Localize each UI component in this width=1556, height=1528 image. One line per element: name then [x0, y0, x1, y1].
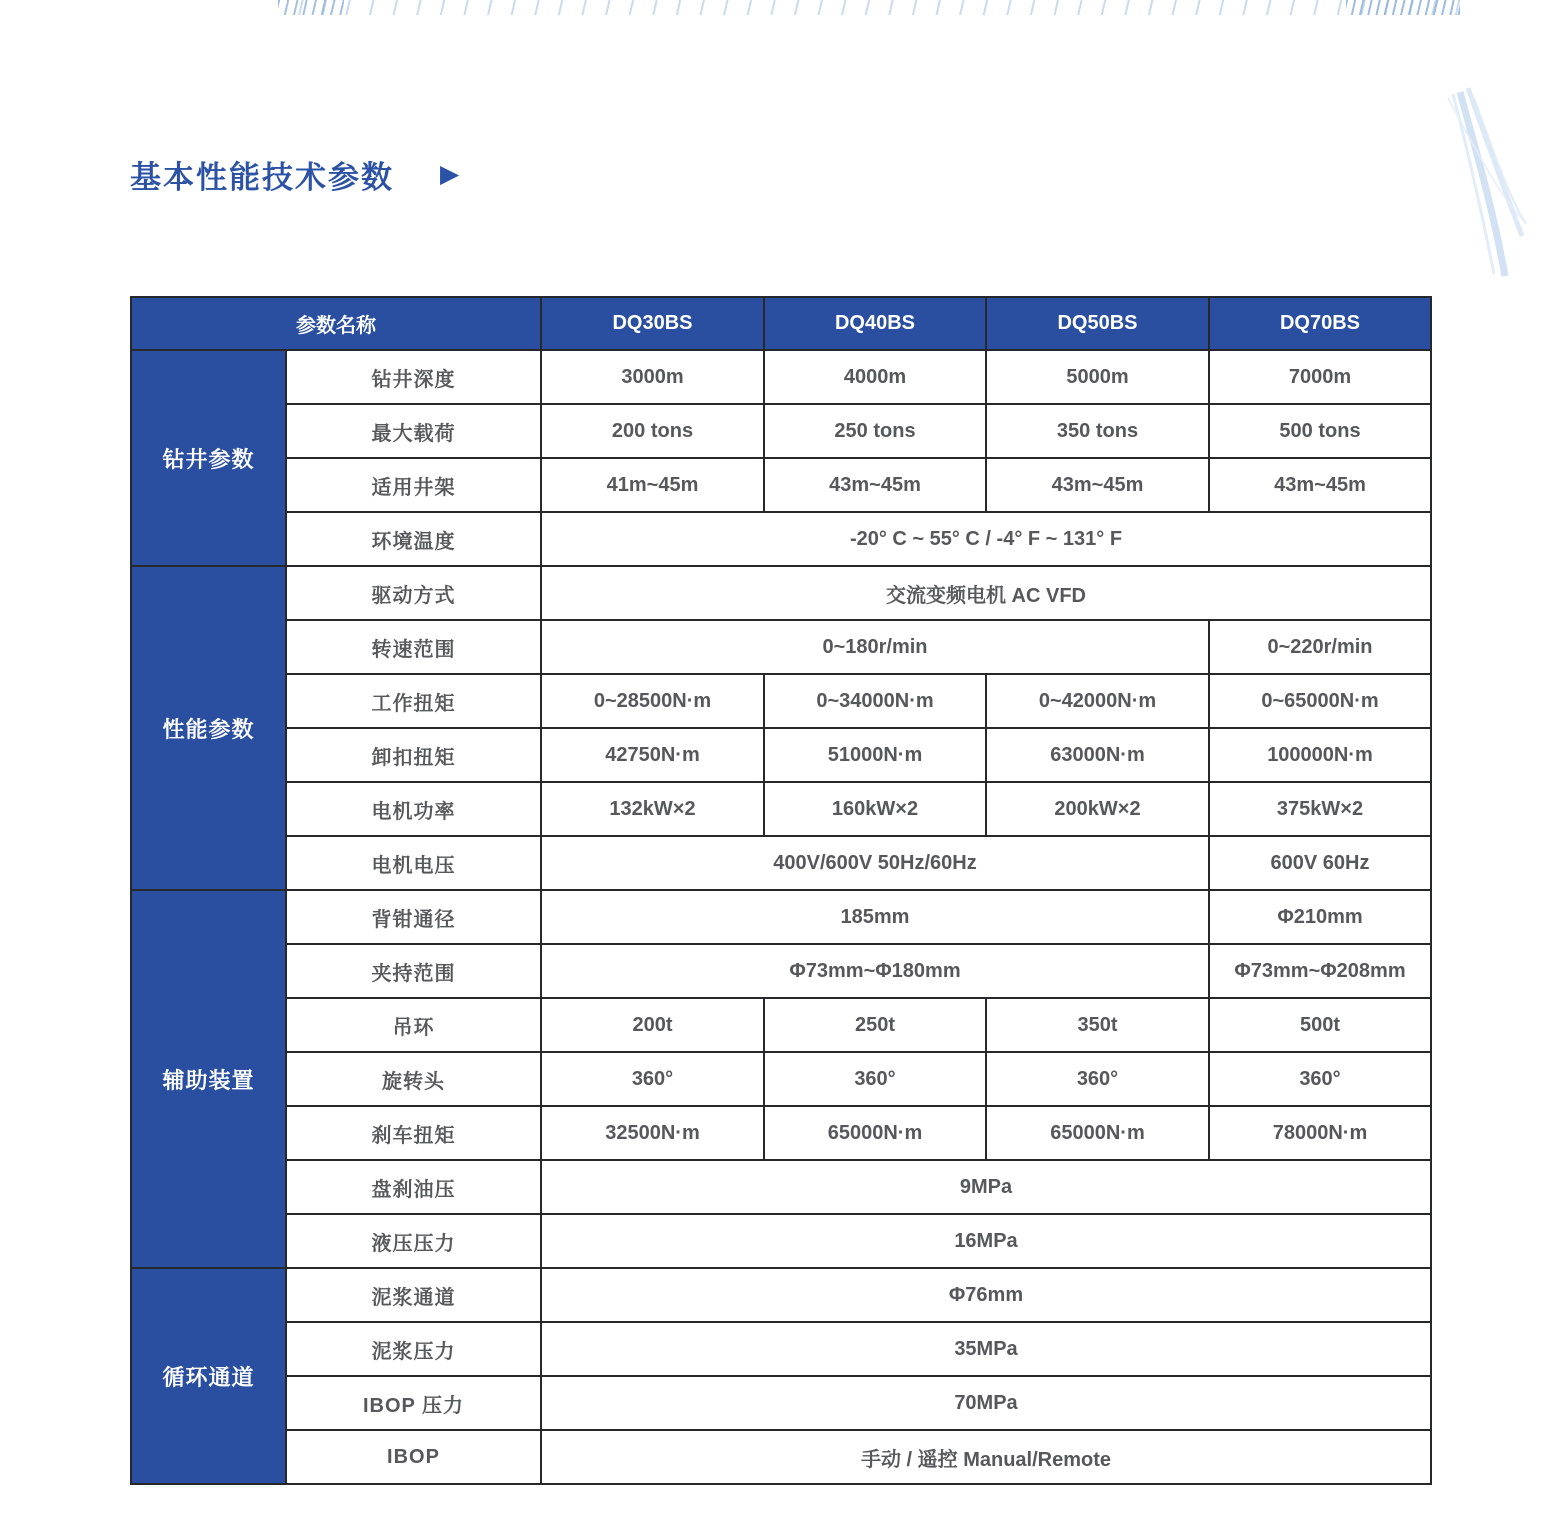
param-label-cell: 电机电压	[286, 836, 541, 890]
spec-table	[130, 296, 1432, 1485]
value-cell: 500t	[1209, 998, 1431, 1052]
value-cell: 360°	[986, 1052, 1209, 1106]
value-cell: 65000N·m	[986, 1106, 1209, 1160]
table-row	[131, 1052, 1431, 1106]
value-cell: 交流变频电机 AC VFD	[541, 566, 1431, 620]
param-label-cell: 驱动方式	[286, 566, 541, 620]
value-cell: 70MPa	[541, 1376, 1431, 1430]
table-row	[131, 1160, 1431, 1214]
value-cell: 0~42000N·m	[986, 674, 1209, 728]
table-row	[131, 458, 1431, 512]
table-row	[131, 1430, 1431, 1484]
table-row	[131, 890, 1431, 944]
header-model-dq30bs: DQ30BS	[541, 297, 764, 350]
table-row	[131, 1214, 1431, 1268]
table-row	[131, 998, 1431, 1052]
value-cell: 43m~45m	[1209, 458, 1431, 512]
table-row	[131, 620, 1431, 674]
value-cell: 0~34000N·m	[764, 674, 986, 728]
param-label-cell: 液压压力	[286, 1214, 541, 1268]
value-cell: Φ76mm	[541, 1268, 1431, 1322]
value-cell: 43m~45m	[986, 458, 1209, 512]
value-cell: 350t	[986, 998, 1209, 1052]
top-stripes-dense-right-decoration	[1346, 0, 1460, 15]
table-row	[131, 512, 1431, 566]
value-cell: 200 tons	[541, 404, 764, 458]
param-label-cell: 背钳通径	[286, 890, 541, 944]
value-cell: 78000N·m	[1209, 1106, 1431, 1160]
param-label-cell: 转速范围	[286, 620, 541, 674]
value-cell: Φ210mm	[1209, 890, 1431, 944]
value-cell: 7000m	[1209, 350, 1431, 404]
value-cell: 0~180r/min	[541, 620, 1209, 674]
value-cell: Φ73mm~Φ208mm	[1209, 944, 1431, 998]
section-header	[130, 152, 459, 197]
table-row	[131, 566, 1431, 620]
value-cell: 65000N·m	[764, 1106, 986, 1160]
value-cell: 5000m	[986, 350, 1209, 404]
value-cell: 0~220r/min	[1209, 620, 1431, 674]
value-cell: 360°	[764, 1052, 986, 1106]
table-row	[131, 728, 1431, 782]
table-row	[131, 1268, 1431, 1322]
table-row	[131, 1376, 1431, 1430]
param-label-cell: 钻井深度	[286, 350, 541, 404]
top-stripes-decoration	[278, 0, 1460, 15]
value-cell: -20° C ~ 55° C / -4° F ~ 131° F	[541, 512, 1431, 566]
spec-table-head	[131, 297, 1431, 350]
value-cell: 32500N·m	[541, 1106, 764, 1160]
value-cell: 360°	[541, 1052, 764, 1106]
param-label-cell: 电机功率	[286, 782, 541, 836]
param-label-cell: 旋转头	[286, 1052, 541, 1106]
value-cell: 500 tons	[1209, 404, 1431, 458]
value-cell: 100000N·m	[1209, 728, 1431, 782]
header-model-dq40bs: DQ40BS	[764, 297, 986, 350]
top-stripes-dense-left-decoration	[278, 0, 344, 15]
category-cell: 钻井参数	[131, 350, 286, 566]
value-cell: 手动 / 遥控 Manual/Remote	[541, 1430, 1431, 1484]
param-label-cell: 夹持范围	[286, 944, 541, 998]
value-cell: 9MPa	[541, 1160, 1431, 1214]
value-cell: 42750N·m	[541, 728, 764, 782]
value-cell: 375kW×2	[1209, 782, 1431, 836]
param-label-cell: 适用井架	[286, 458, 541, 512]
param-label-cell: 吊环	[286, 998, 541, 1052]
title-arrow-icon: ▶	[440, 160, 460, 188]
table-row	[131, 836, 1431, 890]
value-cell: 3000m	[541, 350, 764, 404]
table-row	[131, 404, 1431, 458]
param-label-cell: 最大载荷	[286, 404, 541, 458]
param-label-cell: 刹车扭矩	[286, 1106, 541, 1160]
value-cell: 4000m	[764, 350, 986, 404]
param-label-cell: 盘刹油压	[286, 1160, 541, 1214]
value-cell: 43m~45m	[764, 458, 986, 512]
param-label-cell: 卸扣扭矩	[286, 728, 541, 782]
param-label-cell: 环境温度	[286, 512, 541, 566]
value-cell: 35MPa	[541, 1322, 1431, 1376]
spec-table-body	[131, 350, 1431, 1484]
value-cell: 400V/600V 50Hz/60Hz	[541, 836, 1209, 890]
header-param-name: 参数名称	[131, 297, 541, 350]
corner-swoosh-decoration	[1408, 84, 1528, 284]
value-cell: 360°	[1209, 1052, 1431, 1106]
category-cell: 性能参数	[131, 566, 286, 890]
header-row	[131, 297, 1431, 350]
value-cell: 41m~45m	[541, 458, 764, 512]
param-label-cell: 泥浆压力	[286, 1322, 541, 1376]
value-cell: 600V 60Hz	[1209, 836, 1431, 890]
value-cell: 250t	[764, 998, 986, 1052]
value-cell: 200kW×2	[986, 782, 1209, 836]
value-cell: 0~65000N·m	[1209, 674, 1431, 728]
value-cell: 250 tons	[764, 404, 986, 458]
value-cell: 16MPa	[541, 1214, 1431, 1268]
value-cell: 63000N·m	[986, 728, 1209, 782]
param-label-cell: 泥浆通道	[286, 1268, 541, 1322]
table-row	[131, 1106, 1431, 1160]
param-label-cell: IBOP 压力	[286, 1376, 541, 1430]
param-label-cell: IBOP	[286, 1430, 541, 1484]
value-cell: 160kW×2	[764, 782, 986, 836]
value-cell: 350 tons	[986, 404, 1209, 458]
table-row	[131, 1322, 1431, 1376]
header-model-dq50bs: DQ50BS	[986, 297, 1209, 350]
header-model-dq70bs: DQ70BS	[1209, 297, 1431, 350]
value-cell: Φ73mm~Φ180mm	[541, 944, 1209, 998]
category-cell: 辅助装置	[131, 890, 286, 1268]
table-row	[131, 944, 1431, 998]
category-cell: 循环通道	[131, 1268, 286, 1484]
table-row	[131, 674, 1431, 728]
value-cell: 200t	[541, 998, 764, 1052]
value-cell: 185mm	[541, 890, 1209, 944]
table-row	[131, 782, 1431, 836]
value-cell: 132kW×2	[541, 782, 764, 836]
table-row	[131, 350, 1431, 404]
page-title: 基本性能技术参数	[130, 160, 394, 195]
value-cell: 51000N·m	[764, 728, 986, 782]
value-cell: 0~28500N·m	[541, 674, 764, 728]
param-label-cell: 工作扭矩	[286, 674, 541, 728]
